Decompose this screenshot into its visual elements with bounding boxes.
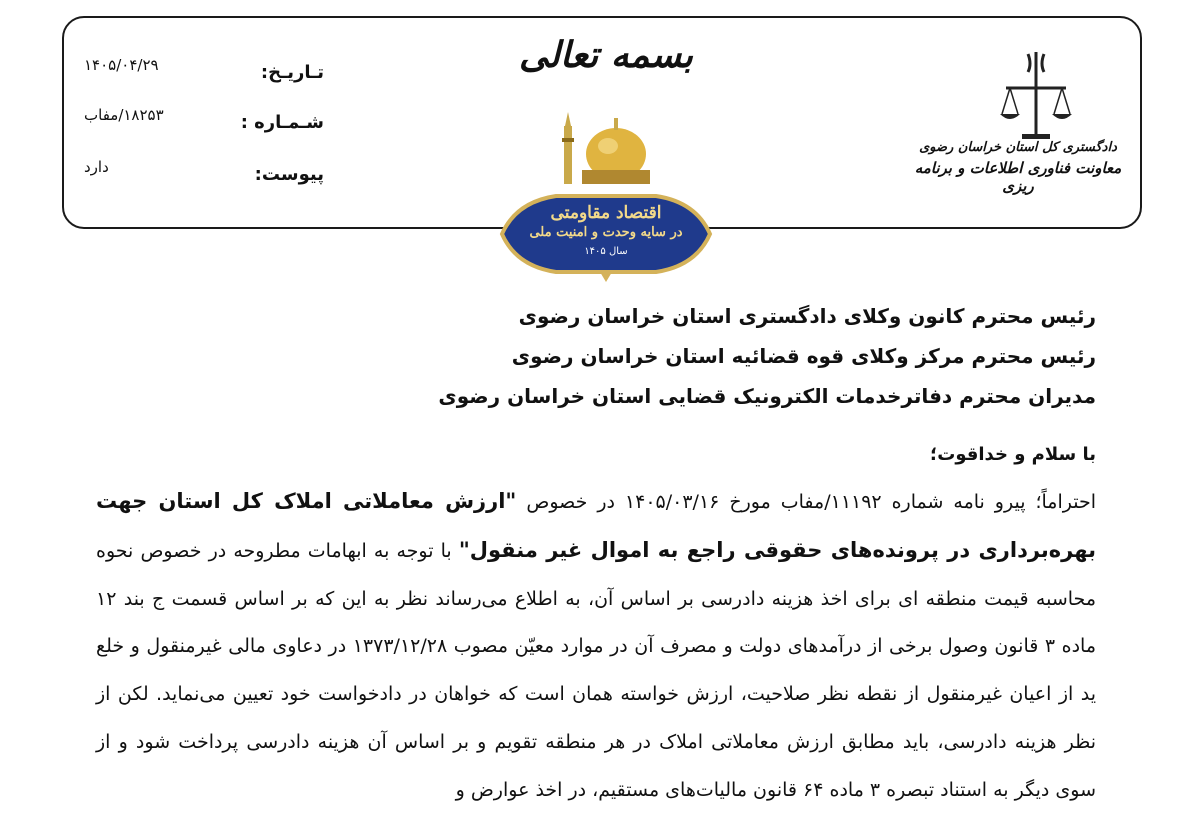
- slogan-line-2: در سایه وحدت و امنیت ملی: [529, 225, 683, 240]
- body-text-part: با توجه به ابهامات مطروحه در خصوص نحوه محاسبه قیمت منطقه ای برای اخذ هزینه دادرسی بر اساس آن، به اطلاع می‌رساند نظر به این که بر اساس قسمت ج بند ۱۲ ماده ۳ قانون وصول برخی از درآمدهای دولت و مصرف آن در موارد معیّن مصوب ۱۳۷۳/۱۲/۲۸ در دعاوی مالی غیرمنقول و خلع ید از اعیان غیرمنقول از نقطه نظر صلاحیت، ارزش خواسته همان است که خواهان در دادخواست خود تعیین می‌نماید. لکن از نظر هزینه دادرسی، باید مطابق ارزش معاملاتی املاک در هر منطقه تقویم و بر اساس آن هزینه دادرسی پرداخت شود و از سوی دیگر به استناد تبصره ۳ ماده ۶۴ قانون مالیات‌های مستقیم، در اخذ عوارض و: [96, 539, 1097, 801]
- addressee-line: رئیس محترم مرکز وکلای قوه قضائیه استان خراسان رضوی: [511, 344, 1096, 368]
- attachment-label: پیوست:: [254, 164, 324, 185]
- body-bold-subject: "ارزش معاملاتی املاک کل استان جهت بهره‌برداری در پرونده‌های حقوقی راجع به اموال غیر منقول": [96, 489, 1096, 562]
- basmala-heading: بسمه تعالی: [518, 34, 694, 76]
- addressee-line: رئیس محترم کانون وکلای دادگستری استان خراسان رضوی: [518, 304, 1096, 328]
- org-name-line-2: معاونت فناوری اطلاعات و برنامه ریزی: [914, 159, 1122, 195]
- shrine-dome-icon: [556, 108, 656, 184]
- body-text-part: احتراماً؛ پیرو نامه شماره ۱۱۱۹۲/مفاب مورخ ۱۴۰۵/۰۳/۱۶ در خصوص: [516, 491, 1096, 513]
- date-label: تـاریـخ:: [260, 62, 324, 83]
- letter-body: [96, 478, 1096, 815]
- org-name-line-1: دادگستری کل استان خراسان رضوی: [919, 140, 1117, 155]
- slogan-line-1: اقتصاد مقاومتی: [550, 203, 662, 223]
- number-row: [84, 106, 364, 142]
- header-center: [496, 24, 716, 284]
- date-value: ۱۴۰۵/۰۴/۲۹: [84, 56, 159, 74]
- attachment-row: [84, 158, 364, 194]
- greeting: با سلام و خداقوت؛: [930, 444, 1096, 465]
- number-label: شـمـاره :: [240, 112, 324, 133]
- slogan-year: سال ۱۴۰۵: [584, 246, 628, 257]
- attachment-value: دارد: [84, 158, 109, 176]
- slogan-text: [516, 202, 696, 242]
- judiciary-emblem-icon: [996, 50, 1076, 140]
- addressee-line: مدیران محترم دفاترخدمات الکترونیک قضایی استان خراسان رضوی: [438, 384, 1096, 408]
- date-row: [84, 56, 364, 92]
- organization-name: [900, 140, 1136, 195]
- number-value: ۱۸۲۵۳/مفاب: [84, 106, 164, 124]
